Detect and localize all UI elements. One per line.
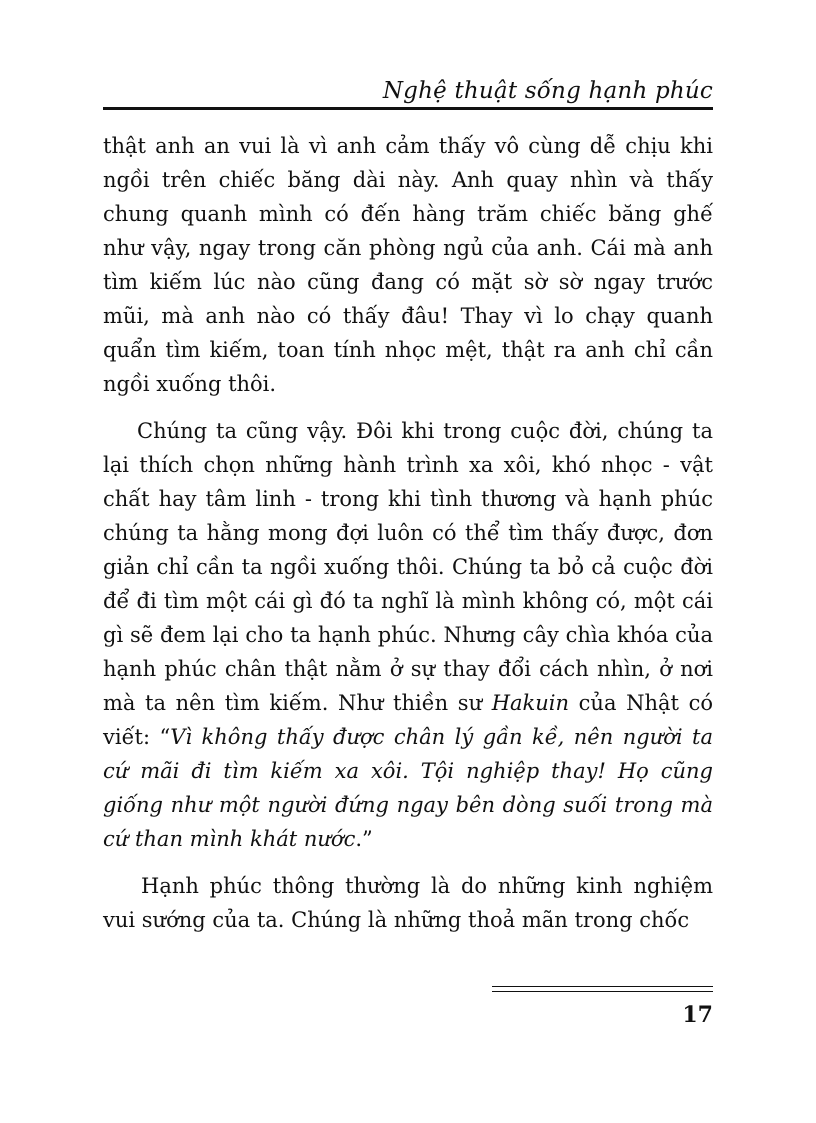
paragraph-2 (103, 414, 713, 856)
body-text (103, 129, 713, 937)
page-number: 17 (682, 1002, 713, 1028)
footer-rule-upper (492, 986, 713, 987)
quote-close: .” (355, 827, 373, 851)
running-header: Nghệ thuật sống hạnh phúc (382, 78, 713, 104)
paragraph-3: Hạnh phúc thông thường là do những kinh nghiệm vui sướng của ta. Chúng là những thoả mãn trong chốc (103, 874, 713, 932)
paragraph-1: thật anh an vui là vì anh cảm thấy vô cùng dễ chịu khi ngồi trên chiếc băng dài này. Anh quay nhìn và thấy chung quanh mình có đến hàng trăm chiếc băng ghế như vậy, ngay trong căn phòng ngủ của anh. Cái mà anh tìm kiếm lúc nào cũng đang có mặt sờ sờ ngay trước mũi, mà anh nào có thấy đâu! Thay vì lo chạy quanh quẩn tìm kiếm, toan tính nhọc mệt, thật ra anh chỉ cần ngồi xuống thôi. (103, 134, 713, 396)
header-rule (103, 107, 713, 110)
footer-rule-lower (492, 991, 713, 992)
zen-master-name: Hakuin (491, 691, 570, 715)
paragraph-2-attribution: của Nhật có viết: “ (103, 691, 713, 749)
hakuin-quote: Vì không thấy được chân lý gần kề, nên người ta cứ mãi đi tìm kiếm xa xôi. Tội nghiệp thay! Họ cũng giống như một người đứng ngay bên dòng suối trong mà cứ than mình khát nước (103, 725, 713, 851)
paragraph-2-text: Chúng ta cũng vậy. Đôi khi trong cuộc đời, chúng ta lại thích chọn những hành trình xa xôi, khó nhọc - vật chất hay tâm linh - trong khi tình thương và hạnh phúc chúng ta hằng mong đợi luôn có thể tìm thấy được, đơn giản chỉ cần ta ngồi xuống thôi. Chúng ta bỏ cả cuộc đời để đi tìm một cái gì đó ta nghĩ là mình không có, một cái gì sẽ đem lại cho ta hạnh phúc. Nhưng cây chìa khóa của hạnh phúc chân thật nằm ở sự thay đổi cách nhìn, ở nơi mà ta nên tìm kiếm. Như thiền sư (103, 419, 713, 715)
